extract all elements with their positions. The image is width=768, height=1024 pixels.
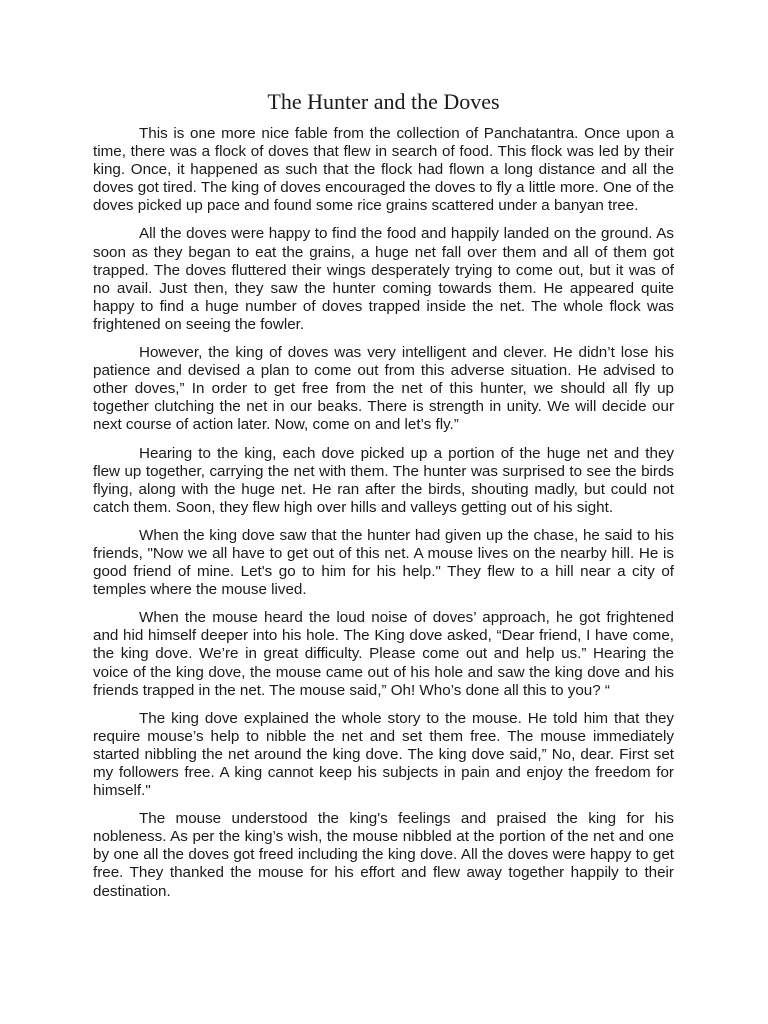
paragraph-4: Hearing to the king, each dove picked up a portion of the huge net and they flew up together, carrying the net with them. The hunter was surprised to see the birds flying, along with the huge net. He ran after the birds, shouting madly, but could not catch them. Soon, they flew high over hills and valleys getting out of his sight.	[93, 444, 674, 516]
document-title: The Hunter and the Doves	[267, 89, 500, 114]
paragraph-5: When the king dove saw that the hunter had given up the chase, he said to his friends, "Now we all have to get out of this net. A mouse lives on the nearby hill. He is good friend of mine. Let's go to him for his help." They flew to a hill near a city of temples where the mouse lived.	[93, 526, 674, 599]
paragraph-6: When the mouse heard the loud noise of doves’ approach, he got frightened and hid himself deeper into his hole. The King dove asked, “Dear friend, I have come, the king dove. We’re in great difficulty. Please come out and help us.” Hearing the voice of the king dove, the mouse came out of his hole and saw the king dove and his friends trapped in the net. The mouse said,” Oh! Who’s done all this to you? “	[93, 609, 674, 699]
paragraph-3: However, the king of doves was very intelligent and clever. He didn’t lose his patience and devised a plan to come out from this adverse situation. He advised to other doves,” In order to get free from the net of this hunter, we should all fly up together clutching the net in our beaks. There is strength in unity. We will decide our next course of action later. Now, come on and let’s fly.”	[93, 344, 674, 434]
paragraph-8: The mouse understood the king's feelings and praised the king for his nobleness. As per the king’s wish, the mouse nibbled at the portion of the net and one by one all the doves got freed including the king dove. All the doves were happy to get free. They thanked the mouse for his effort and flew away together happily to their destination.	[93, 810, 674, 900]
document-page	[93, 88, 674, 911]
paragraph-7: The king dove explained the whole story to the mouse. He told him that they require mouse’s help to nibble the net and set them free. The mouse immediately started nibbling the net around the king dove. The king dove said,” No, dear. First set my followers free. A king cannot keep his subjects in pain and enjoy the freedom for himself."	[93, 709, 674, 800]
paragraph-1: This is one more nice fable from the collection of Panchatantra. Once upon a time, there was a flock of doves that flew in search of food. This flock was led by their king. Once, it happened as such that the flock had flown a long distance and all the doves got tired. The king of doves encouraged the doves to fly a little more. One of the doves picked up pace and found some rice grains scattered under a banyan tree.	[93, 125, 674, 215]
paragraph-2: All the doves were happy to find the food and happily landed on the ground. As soon as they began to eat the grains, a huge net fall over them and all of them got trapped. The doves fluttered their wings desperately trying to come out, but it was of no avail. Just then, they saw the hunter coming towards them. He appeared quite happy to find a huge number of doves trapped inside the net. The whole flock was frightened on seeing the fowler.	[93, 225, 674, 333]
